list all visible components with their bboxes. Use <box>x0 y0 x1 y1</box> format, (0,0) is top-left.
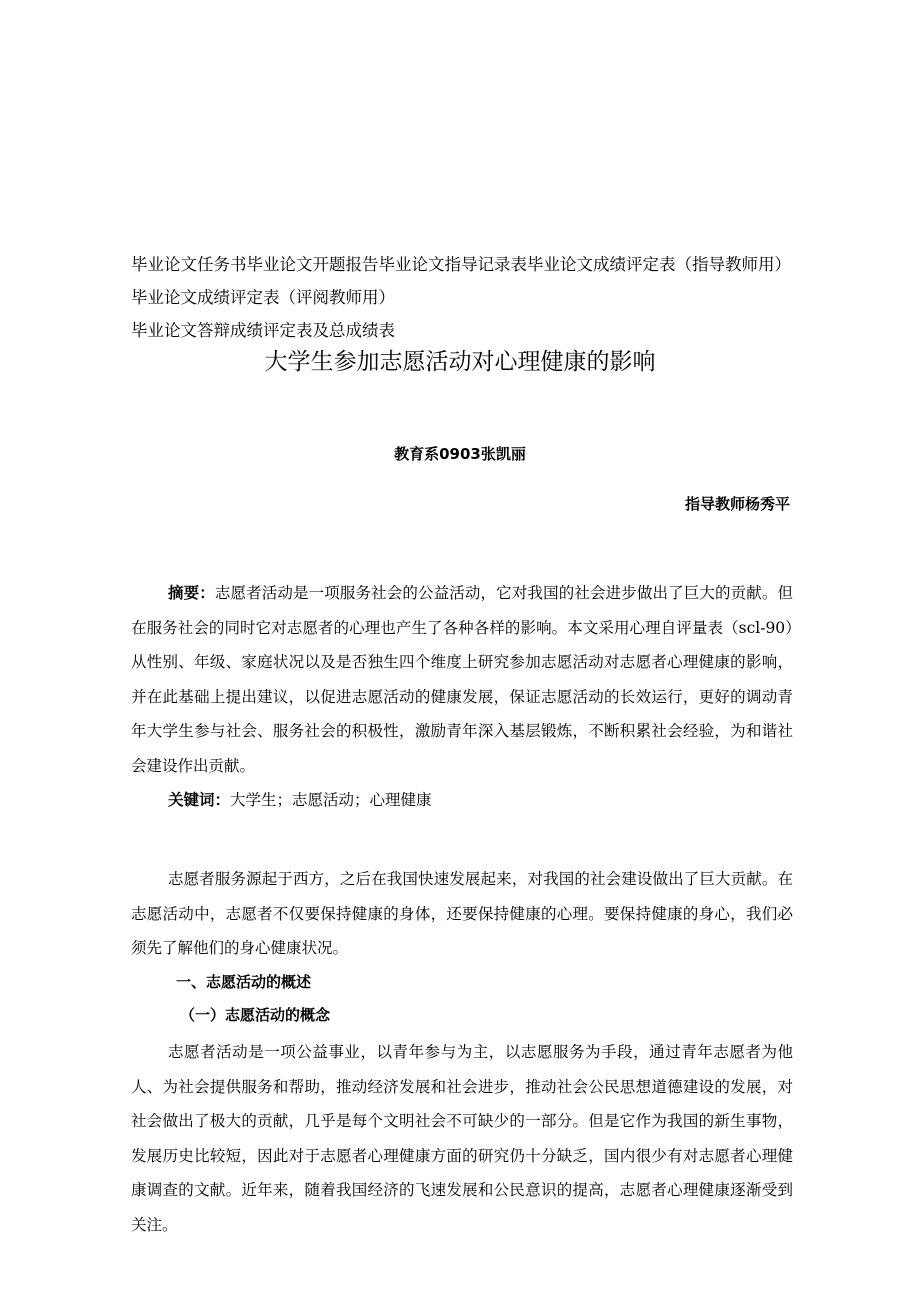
toc-line-2: 毕业论文答辩成绩评定表及总成绩表 <box>131 321 395 340</box>
toc-line-1: 毕业论文任务书毕业论文开题报告毕业论文指导记录表毕业论文成绩评定表（指导教师用）毕业论文成绩评定表（评阅教师用） <box>131 255 791 307</box>
abstract-label: 摘要： <box>168 584 215 602</box>
author-line: 教育系0903张凯丽 <box>394 445 526 463</box>
keywords-label: 关键词： <box>168 791 231 809</box>
abstract-text: 志愿者活动是一项服务社会的公益活动，它对我国的社会进步做出了巨大的贡献。但在服务社会的同时它对志愿者的心理也产生了各种各样的影响。本文采用心理自评量表（scl-90）从性别、年级、家庭状况以及是否独生四个维度上研究参加志愿活动对志愿者心理健康的影响，并在此基础上提出建议，以促进志愿活动的健康发展，保证志愿活动的长效运行，更好的调动青年大学生参与社会、服务社会的积极性，激励青年深入基层锻炼，不断积累社会经验，为和谐社会建设作出贡献。 <box>131 584 793 775</box>
abstract-paragraph <box>131 576 793 783</box>
keywords-text: 大学生；志愿活动；心理健康 <box>230 791 432 809</box>
section-body-paragraph: 志愿者活动是一项公益事业，以青年参与为主，以志愿服务为手段，通过青年志愿者为他人、为社会提供服务和帮助，推动经济发展和社会进步，推动社会公民思想道德建设的发展，对社会做出了极大的贡献，几乎是每个文明社会不可缺少的一部分。但是它作为我国的新生事物，发展历史比较短，因此对于志愿者心理健康方面的研究仍十分缺乏，国内很少有对志愿者心理健康调查的文献。近年来，随着我国经济的飞速发展和公民意识的提高，志愿者心理健康逐渐受到关注。 <box>131 1043 793 1234</box>
advisor-line: 指导教师杨秀平 <box>684 495 790 513</box>
subsection-heading: （一）志愿活动的概念 <box>180 1006 331 1024</box>
section-heading: 一、志愿活动的概述 <box>176 973 312 991</box>
intro-paragraph: 志愿者服务源起于西方，之后在我国快速发展起来，对我国的社会建设做出了巨大贡献。在志愿活动中，志愿者不仅要保持健康的身体，还要保持健康的心理。要保持健康的身心，我们必须先了解他们的身心健康状况。 <box>131 870 793 957</box>
keywords-paragraph <box>131 783 793 818</box>
paper-title: 大学生参加志愿活动对心理健康的影响 <box>264 349 656 375</box>
